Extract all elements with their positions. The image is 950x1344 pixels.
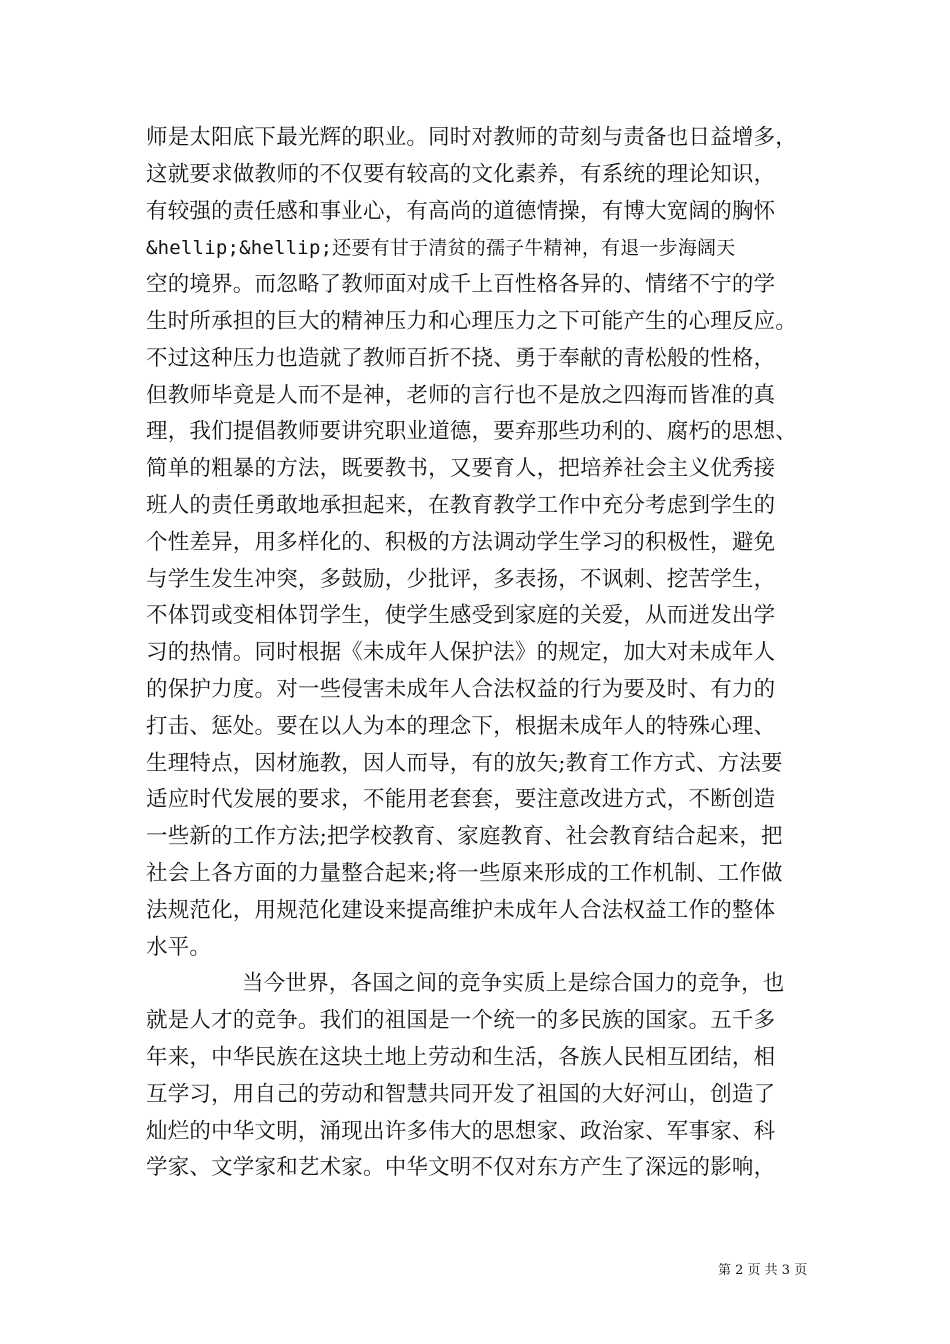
text-line: 法规范化，用规范化建设来提高维护未成年人合法权益工作的整体: [146, 897, 776, 923]
text-line: 简单的粗暴的方法，既要教书，又要育人，把培养社会主义优秀接: [146, 456, 776, 482]
text-line: 与学生发生冲突，多鼓励，少批评，多表扬，不讽刺、挖苦学生，: [146, 566, 776, 592]
text-line: 个性差异，用多样化的、积极的方法调动学生学习的积极性，避免: [146, 529, 776, 555]
body-text: [146, 120, 816, 1187]
text-line: 一些新的工作方法;把学校教育、家庭教育、社会教育结合起来，把: [146, 824, 783, 850]
text-line: 打击、惩处。要在以人为本的理念下，根据未成年人的特殊心理、: [146, 713, 776, 739]
text-line: 有较强的责任感和事业心，有高尚的道德情操，有博大宽阔的胸怀: [146, 198, 776, 224]
text-line: 水平。: [146, 934, 212, 960]
text-line: 理，我们提倡教师要讲究职业道德，要弃那些功利的、腐朽的思想、: [146, 419, 798, 445]
paragraph-start-line: 当今世界，各国之间的竞争实质上是综合国力的竞争，也: [242, 971, 785, 997]
text-line: 班人的责任勇敢地承担起来，在教育教学工作中充分考虑到学生的: [146, 492, 776, 518]
text-line: 生理特点，因材施教，因人而导，有的放矢;教育工作方式、方法要: [146, 750, 783, 776]
text-line: 生时所承担的巨大的精神压力和心理压力之下可能产生的心理反应。: [146, 308, 798, 334]
page-number-footer: 第 2 页 共 3 页: [718, 1263, 808, 1278]
text-line: 但教师毕竟是人而不是神，老师的言行也不是放之四海而皆准的真: [146, 382, 776, 408]
text-line: 适应时代发展的要求，不能用老套套，要注意改进方式，不断创造: [146, 787, 776, 813]
text-line: 习的热情。同时根据《未成年人保护法》的规定，加大对未成年人: [146, 640, 776, 666]
text-line: 师是太阳底下最光辉的职业。同时对教师的苛刻与责备也日益增多，: [146, 125, 798, 150]
text-line: 空的境界。而忽略了教师面对成千上百性格各异的、情绪不宁的学: [146, 272, 776, 298]
text-line: 灿烂的中华文明，涌现出许多伟大的思想家、政治家、军事家、科: [146, 1118, 776, 1144]
text-line: 不体罚或变相体罚学生，使学生感受到家庭的关爱，从而迸发出学: [146, 603, 776, 629]
text-line: 学家、文学家和艺术家。中华文明不仅对东方产生了深远的影响，: [146, 1155, 776, 1181]
text-line: 社会上各方面的力量整合起来;将一些原来形成的工作机制、工作做: [146, 860, 783, 886]
text-line: 年来，中华民族在这块土地上劳动和生活，各族人民相互团结，相: [146, 1044, 776, 1070]
text-line: 互学习，用自己的劳动和智慧共同开发了祖国的大好河山，创造了: [146, 1081, 776, 1107]
text-line: &hellip;&hellip;还要有甘于清贫的孺子牛精神，有退一步海阔天: [146, 237, 736, 260]
text-line: 的保护力度。对一些侵害未成年人合法权益的行为要及时、有力的: [146, 676, 776, 702]
text-line: 不过这种压力也造就了教师百折不挠、勇于奉献的青松般的性格，: [146, 345, 776, 371]
text-line: 这就要求做教师的不仅要有较高的文化素养，有系统的理论知识，: [146, 161, 776, 187]
text-line: 就是人才的竞争。我们的祖国是一个统一的多民族的国家。五千多: [146, 1008, 776, 1034]
